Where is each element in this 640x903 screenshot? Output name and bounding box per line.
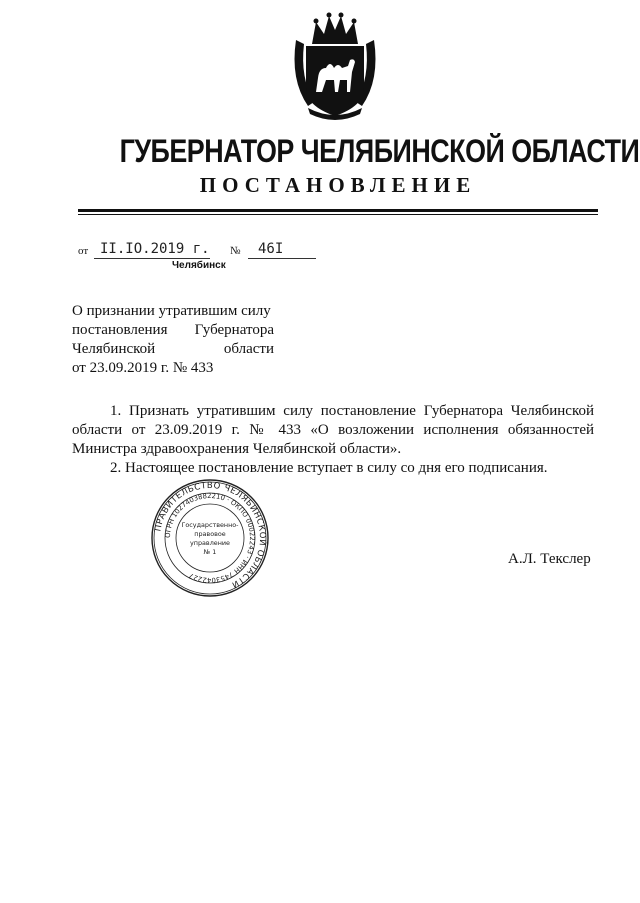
subject-line: Челябинской области bbox=[72, 341, 274, 357]
seal-outer-text: ПРАВИТЕЛЬСТВО ЧЕЛЯБИНСКОЙ ОБЛАСТИ bbox=[153, 480, 268, 590]
number-sign-label: № bbox=[230, 245, 241, 257]
city-label: Челябинск bbox=[172, 260, 226, 271]
document-subject bbox=[72, 302, 274, 378]
seal-center-text: № 1 bbox=[203, 548, 217, 556]
subject-line: от 23.09.2019 г. № 433 bbox=[72, 360, 214, 376]
date-from-label: от bbox=[78, 245, 89, 257]
document-date: II.IO.2019 г. bbox=[94, 240, 210, 259]
document-body bbox=[72, 402, 594, 478]
subject-line: О признании утратившим силу bbox=[72, 303, 271, 319]
governor-title: ГУБЕРНАТОР ЧЕЛЯБИНСКОЙ ОБЛАСТИ bbox=[119, 133, 640, 169]
coat-of-arms-emblem bbox=[288, 10, 382, 122]
svg-text:ОГРН 1027403882210 · ОКПО 0002 bbox=[164, 492, 256, 584]
header-rule-thick bbox=[78, 209, 598, 212]
document-number: 46I bbox=[248, 240, 316, 259]
body-paragraph: 2. Настоящее постановление вступает в силу со дня его подписания. bbox=[110, 460, 548, 476]
signer-name: А.Л. Текслер bbox=[508, 551, 591, 567]
body-paragraph: 1. Признать утратившим силу постановление Губернатора Челябинской области от 23.09.2019 г. № 433 «О возложении исполнения обязанностей Министра здравоохранения Челябинской области». bbox=[72, 403, 594, 457]
seal-inner-text: ОГРН 1027403882210 · ОКПО 00022243 · ИНН 7453042227 bbox=[163, 491, 257, 585]
seal-center-text: правовое bbox=[194, 530, 226, 538]
document-type-heading: ПОСТАНОВЛЕНИЕ bbox=[199, 173, 477, 197]
official-seal-stamp bbox=[150, 478, 270, 598]
subject-line: постановления Губернатора bbox=[72, 322, 274, 338]
header-rule-thin bbox=[78, 214, 598, 215]
seal-center-text: Государственно- bbox=[181, 521, 239, 529]
seal-center-text: управление bbox=[190, 539, 230, 547]
